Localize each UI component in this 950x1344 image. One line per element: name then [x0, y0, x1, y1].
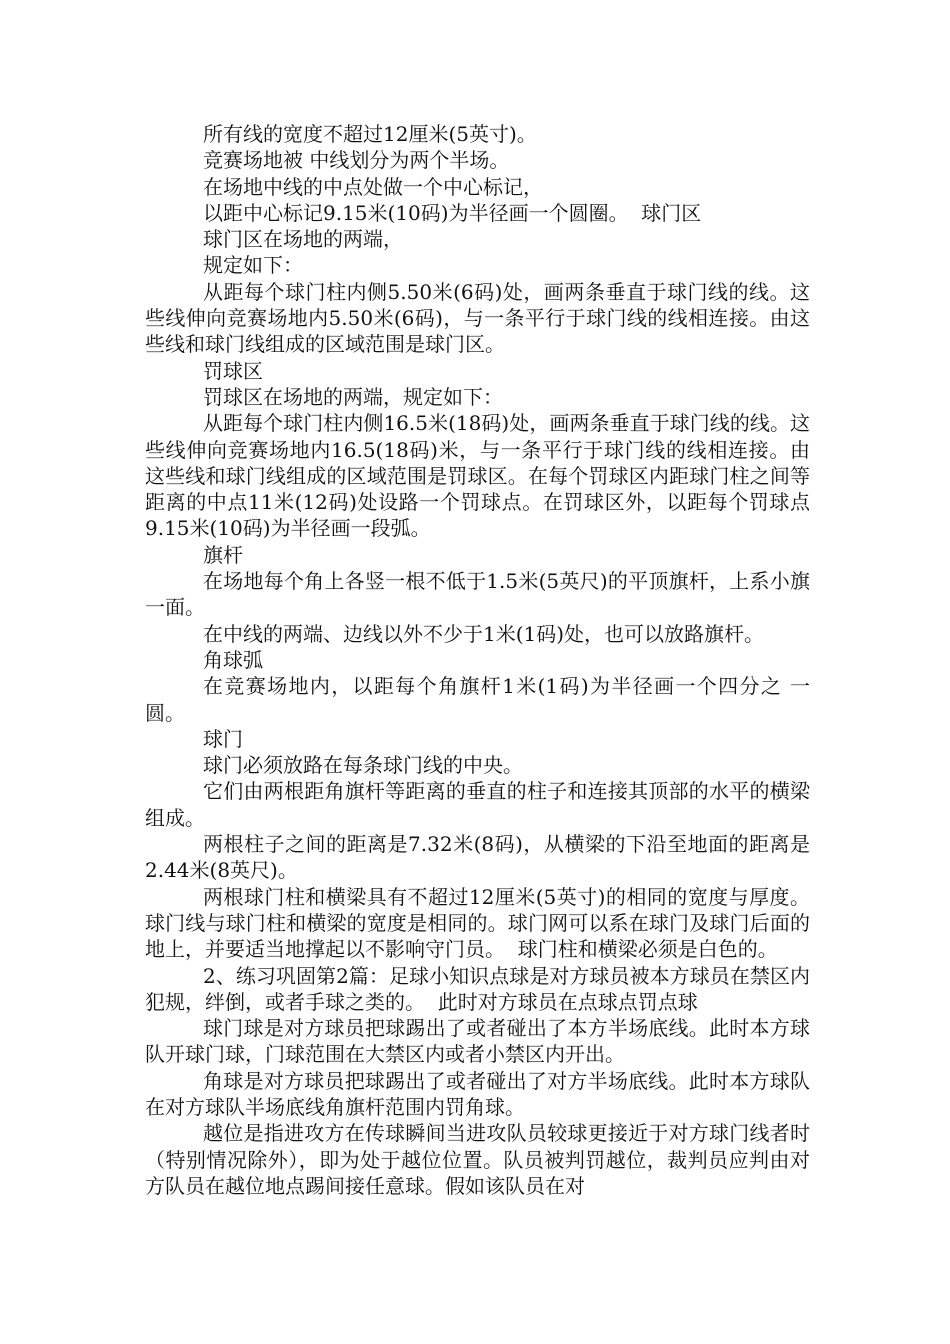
paragraph: 在场地中线的中点处做一个中心标记，: [203, 174, 543, 199]
paragraph: 越位是指进攻方在传球瞬间当进攻队员较球更接近于对方球门线者时（特别情况除外），即为处于越位位置。队员被判罚越位，裁判员应判由对方队员在越位地点踢间接任意球。假如该队员在对: [145, 1121, 810, 1198]
paragraph: 在竞赛场地内，以距每个角旗杆1米(1码)为半径画一个四分之 一圆。: [145, 674, 810, 725]
paragraph: 所有线的宽度不超过12厘米(5英寸)。: [203, 122, 537, 146]
paragraph: 2、练习巩固第2篇：足球小知识点球是对方球员被本方球员在禁区内犯规，绊倒，或者手球之类的。 此时对方球员在点球点罚点球: [145, 963, 810, 1014]
paragraph: 它们由两根距角旗杆等距离的垂直的柱子和连接其顶部的水平的横梁组成。: [145, 779, 810, 830]
paragraph: 竞赛场地被 中线划分为两个半场。: [203, 148, 510, 173]
paragraph: 在中线的两端、边线以外不少于1米(1码)处，也可以放路旗杆。: [203, 621, 765, 646]
section-heading: 罚球区: [203, 358, 263, 383]
paragraph: 以距中心标记9.15米(10码)为半径画一个圆圈。 球门区: [203, 200, 702, 225]
paragraph: 两根球门柱和横梁具有不超过12厘米(5英寸)的相同的宽度与厚度。球门线与球门柱和横梁的宽度是相同的。球门网可以系在球门及球门后面的地上，并要适当地撑起以不影响守门员。 球门柱和横梁必须是白色的。: [145, 884, 810, 962]
paragraph: 两根柱子之间的距离是7.32米(8码)，从横梁的下沿至地面的距离是2.44米(8英尺)。: [145, 832, 810, 883]
paragraph: 罚球区在场地的两端，规定如下：: [203, 384, 503, 409]
paragraph: 从距每个球门柱内侧5.50米(6码)处，画两条垂直于球门线的线。这些线伸向竞赛场地内5.50米(6码)，与一条平行于球门线的线相连接。由这些线和球门线组成的区域范围是球门区。: [145, 279, 810, 357]
section-heading: 角球弧: [203, 647, 263, 672]
paragraph: 球门区在场地的两端，: [203, 227, 403, 252]
paragraph: 在场地每个角上各竖一根不低于1.5米(5英尺)的平顶旗杆，上系小旗一面。: [145, 569, 810, 620]
paragraph: 角球是对方球员把球踢出了或者碰出了对方半场底线。此时本方球队在对方球队半场底线角旗杆范围内罚角球。: [145, 1068, 810, 1119]
paragraph: 球门球是对方球员把球踢出了或者碰出了本方半场底线。此时本方球队开球门球，门球范围在大禁区内或者小禁区内开出。: [145, 1016, 810, 1067]
paragraph: 球门必须放路在每条球门线的中央。: [203, 753, 523, 778]
section-heading: 球门: [203, 726, 243, 751]
section-heading: 旗杆: [203, 542, 243, 567]
paragraph: 规定如下：: [203, 253, 303, 278]
paragraph: 从距每个球门柱内侧16.5米(18码)处，画两条垂直于球门线的线。这些线伸向竞赛场地内16.5(18码)米，与一条平行于球门线的线相连接。由这些线和球门线组成的区域范围是罚球区。在每个罚球区内距球门柱之间等距离的中点11米(12码)处设路一个罚球点。在罚球区外，以距每个罚球点9.15米(10码)为半径画一段弧。: [145, 411, 810, 541]
document-body: [145, 121, 810, 1199]
